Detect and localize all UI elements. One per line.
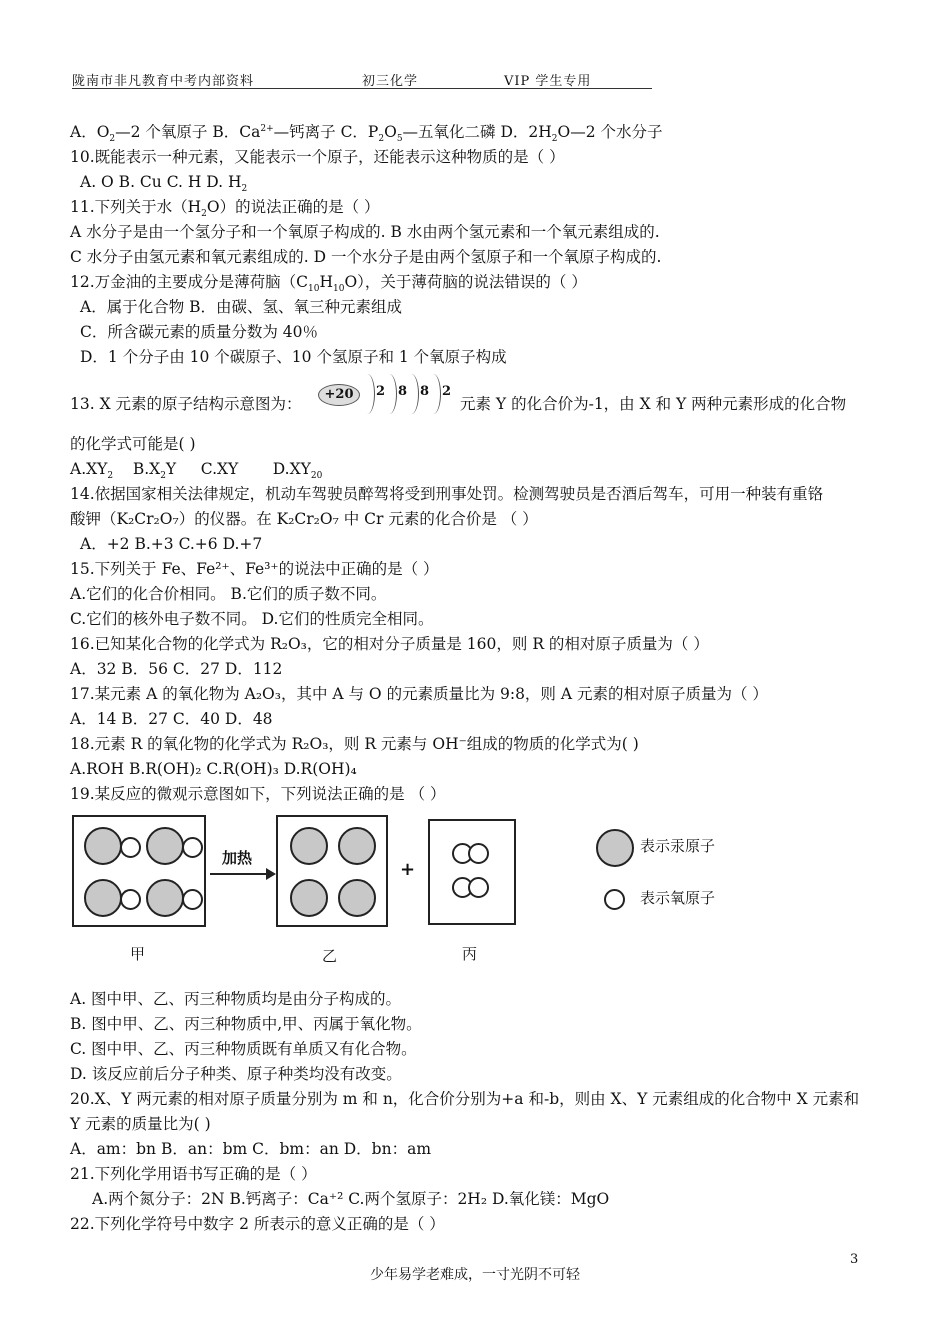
label-yi: 乙	[322, 947, 338, 965]
q12-option-c: C．所含碳元素的质量分数为 40％	[80, 323, 319, 341]
oxygen-atom	[468, 877, 489, 898]
document-body	[70, 120, 870, 1237]
oxygen-atom	[120, 889, 141, 910]
q19-option-b: B. 图中甲、乙、丙三种物质中,甲、丙属于氧化物。	[70, 1015, 422, 1033]
q12-stem: 12.万金油的主要成分是薄荷脑$(C_{10}H_{10}O)$，关于薄荷脑的说法错误的（ ）	[70, 273, 587, 295]
oxygen-atom	[468, 843, 489, 864]
q12-options-ab: A．属于化合物 B．由碳、氢、氧三种元素组成	[80, 298, 403, 316]
mercury-atom	[84, 827, 122, 865]
q10-stem: 10.既能表示一种元素，又能表示一个原子，还能表示这种物质的是（ ）	[70, 148, 565, 166]
header-subject: 初三化学	[362, 74, 419, 89]
q17-options: A．14 B．27 C．40 D．48	[70, 710, 273, 728]
page-number: 3	[850, 1252, 859, 1267]
atom-structure-diagram	[314, 370, 454, 422]
q18-stem: 18.元素 R 的氧化物的化学式为 R₂O₃，则 R 元素与 OH⁻组成的物质的化学式为( )	[70, 735, 639, 753]
shell-count: 2	[442, 384, 452, 399]
mercury-atom	[146, 879, 184, 917]
q11-options-cd: C 水分子由氢元素和氧元素组成的. D 一个水分子是由两个氢原子和一个氧原子构成的.	[70, 248, 662, 266]
q14-stem-cont: 酸钾（K₂Cr₂O₇）的仪器。在 K₂Cr₂O₇ 中 Cr 元素的化合价是 （ ）	[70, 510, 538, 528]
plus-sign: +	[400, 859, 416, 880]
electron-shell-1	[360, 374, 375, 414]
mercury-atom	[84, 879, 122, 917]
legend-oxygen-label: 表示氧原子	[640, 889, 716, 907]
q18-options: A.ROH B.R(OH)₂ C.R(OH)₃ D.R(OH)₄	[70, 760, 357, 778]
label-bing: 丙	[462, 945, 478, 963]
q19-option-a: A. 图中甲、乙、丙三种物质均是由分子构成的。	[70, 990, 402, 1008]
q21-options: A.两个氮分子：2N B.钙离子：Ca⁺² C.两个氢原子：2H₂ D.氧化镁：MgO	[92, 1190, 610, 1208]
q16-stem: 16.已知某化合物的化学式为 R₂O₃，它的相对分子质量是 160，则 R 的相对原子质量为（ ）	[70, 635, 709, 653]
q15-options-cd: C.它们的核外电子数不同。 D.它们的性质完全相同。	[70, 610, 434, 628]
q15-options-ab: A.它们的化合价相同。 B.它们的质子数不同。	[70, 585, 387, 603]
legend-oxygen-atom	[604, 889, 625, 910]
q13-stem-cont: 的化学式可能是( )	[70, 435, 196, 453]
shell-count: 2	[376, 384, 386, 399]
label-jia: 甲	[130, 945, 146, 963]
box-jia	[72, 815, 206, 927]
oxygen-atom	[182, 889, 203, 910]
q11-options-ab: A 水分子是由一个氢分子和一个氧原子构成的. B 水由两个氢元素和一个氧元素组成的.	[70, 223, 660, 241]
q13-stem: 13. X 元素的原子结构示意图为： +20 2 8 8 2 元素 Y 的化合价为-1，由 X 和 Y 两种元素形成的化合物	[70, 370, 870, 432]
mercury-atom	[338, 827, 376, 865]
q9-options: A．$O_2—2$ 个氧原子 B．$Ca^{2+}—$钙离子 C．$P_2O_5—$五氧化二磷 D．$2H_2O—2$ 个水分子	[70, 123, 663, 145]
legend-mercury-atom	[596, 829, 634, 867]
q10-options: A. O B. Cu C. H D. $H_2$	[80, 173, 248, 195]
q21-stem: 21.下列化学用语书写正确的是（ ）	[70, 1165, 317, 1183]
legend-mercury-label: 表示汞原子	[640, 837, 716, 855]
q19-option-d: D. 该反应前后分子种类、原子种类均没有改变。	[70, 1065, 402, 1083]
atom-nucleus: +20	[318, 384, 360, 406]
q22-stem: 22.下列化学符号中数字 2 所表示的意义正确的是（ ）	[70, 1215, 445, 1233]
q20-options: A．am：bn B．an：bm C．bm：an D．bn：am	[70, 1140, 432, 1158]
arrow-head-icon	[266, 868, 276, 880]
q13-options: $A.XY_2$ $B.X_2Y$ C.XY $D.XY_{20}$	[70, 460, 323, 482]
header-vip: VIP 学生专用	[504, 74, 592, 89]
mercury-atom	[146, 827, 184, 865]
page-header	[72, 70, 652, 89]
shell-count: 8	[420, 384, 430, 399]
shell-count: 8	[398, 384, 408, 399]
box-yi	[276, 815, 388, 927]
oxygen-atom	[182, 837, 203, 858]
reaction-arrow	[210, 873, 270, 875]
q15-stem: 15.下列关于 Fe、Fe²⁺、Fe³⁺的说法中正确的是（ ）	[70, 560, 439, 578]
reaction-diagram	[70, 811, 870, 979]
q14-options: A．+2 B.+3 C.+6 D.+7	[80, 535, 263, 553]
mercury-atom	[290, 879, 328, 917]
box-bing	[428, 819, 516, 925]
mercury-atom	[338, 879, 376, 917]
q16-options: A．32 B．56 C．27 D．112	[70, 660, 283, 678]
oxygen-atom	[120, 837, 141, 858]
q19-stem: 19.某反应的微观示意图如下，下列说法正确的是 （ ）	[70, 785, 446, 803]
q11-stem: 11.下列关于水$(H_2O)$的说法正确的是（ ）	[70, 198, 380, 220]
page-footer-motto: 少年易学老难成，一寸光阴不可轻	[370, 1267, 580, 1283]
q14-stem: 14.依据国家相关法律规定，机动车驾驶员醉驾将受到刑事处罚。检测驾驶员是否酒后驾车，可用一种装有重铬	[70, 485, 824, 503]
q17-stem: 17.某元素 A 的氧化物为 A₂O₃，其中 A 与 O 的元素质量比为 9:8，则 A 元素的相对原子质量为（ ）	[70, 685, 768, 703]
q12-option-d: D．1 个分子由 10 个碳原子、10 个氢原子和 1 个氧原子构成	[80, 348, 507, 366]
q19-option-c: C. 图中甲、乙、丙三种物质既有单质又有化合物。	[70, 1040, 417, 1058]
header-school: 陇南市非凡教育中考内部资料	[72, 74, 255, 89]
arrow-label: 加热	[222, 849, 253, 867]
q20-stem-cont: Y 元素的质量比为( )	[70, 1115, 211, 1133]
q20-stem: 20.X、Y 两元素的相对原子质量分别为 m 和 n，化合价分别为+a 和-b，则由 X、Y 元素组成的化合物中 X 元素和	[70, 1090, 860, 1108]
mercury-atom	[290, 827, 328, 865]
